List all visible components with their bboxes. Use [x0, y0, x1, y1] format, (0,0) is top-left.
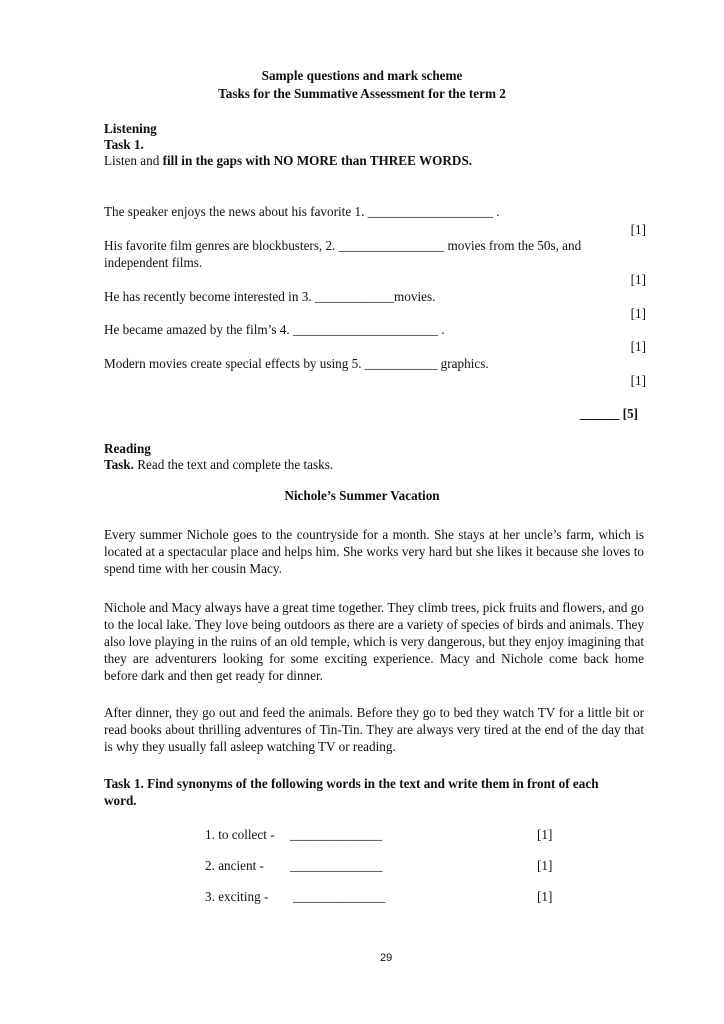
- header-line-2: Tasks for the Summative Assessment for the term 2: [218, 86, 506, 101]
- synonym-word-2: 2. ancient -: [205, 858, 264, 873]
- question-1: The speaker enjoys the news about his favorite 1. ___________________ .: [104, 204, 500, 219]
- reading-task: [104, 457, 333, 473]
- story-paragraph-1: Every summer Nichole goes to the countryside for a month. She stays at her uncle’s farm, which is located at a spectacular place and helps him. She works very hard but she likes it because she loves to spend time with her cousin Macy.: [104, 527, 644, 576]
- listening-task-label: Task 1.: [104, 137, 144, 152]
- synonym-word-3: 3. exciting -: [205, 889, 269, 904]
- listening-total: ______ [5]: [579, 406, 638, 421]
- mark-q1: [1]: [630, 222, 646, 237]
- synonym-blank-3[interactable]: ______________: [293, 889, 386, 904]
- question-5: Modern movies create special effects by using 5. ___________ graphics.: [104, 356, 489, 371]
- question-2-line-1: His favorite film genres are blockbusters, 2. ________________ movies from the 50s, and: [104, 238, 582, 253]
- instructions-plain: Listen and: [104, 153, 160, 168]
- question-3: He has recently become interested in 3. ____________movies.: [104, 289, 436, 304]
- mark-q3: [1]: [630, 306, 646, 321]
- synonym-blank-2[interactable]: ______________: [290, 858, 383, 873]
- synonym-mark-3: [1]: [537, 889, 553, 904]
- mark-q2: [1]: [630, 272, 646, 287]
- reading-task-label: Task.: [104, 457, 134, 472]
- synonym-word-1: 1. to collect -: [205, 827, 275, 842]
- question-4: He became amazed by the film’s 4. ______________________ .: [104, 322, 445, 337]
- task1-line-1: Task 1. Find synonyms of the following words in the text and write them in front of each: [104, 776, 599, 791]
- story-paragraph-2: Nichole and Macy always have a great time together. They climb trees, pick fruits and flowers, and go to the local lake. They love being outdoors as there are a variety of species of birds and animals. They also love playing in the ruins of an old temple, which is very dangerous, but they enjoy imagining that they are adventurers looking for some exciting experience. Macy and Nichole come back home before dark and then get ready for dinner.: [104, 600, 644, 683]
- instructions-bold: fill in the gaps with NO MORE than THREE WORDS.: [162, 153, 473, 168]
- page-number: 29: [380, 952, 393, 964]
- synonym-mark-1: [1]: [537, 827, 553, 842]
- listening-heading: Listening: [104, 121, 157, 136]
- mark-q5: [1]: [630, 373, 646, 388]
- story-title: Nichole’s Summer Vacation: [284, 488, 440, 503]
- synonym-mark-2: [1]: [537, 858, 553, 873]
- task1-line-2: word.: [104, 793, 137, 808]
- synonym-blank-1[interactable]: ______________: [290, 827, 383, 842]
- reading-heading: Reading: [104, 441, 151, 456]
- listening-instructions: [104, 153, 472, 169]
- question-2-line-2: independent films.: [104, 255, 203, 270]
- header-line-1: Sample questions and mark scheme: [261, 68, 463, 83]
- story-paragraph-3: After dinner, they go out and feed the animals. Before they go to bed they watch TV for a little bit or read books about thrilling adventures of Tin-Tin. They are always very tired at the end of the day that is why they usually fall asleep watching TV or reading.: [104, 705, 644, 754]
- mark-q4: [1]: [630, 339, 646, 354]
- reading-task-text: Read the text and complete the tasks.: [133, 457, 334, 472]
